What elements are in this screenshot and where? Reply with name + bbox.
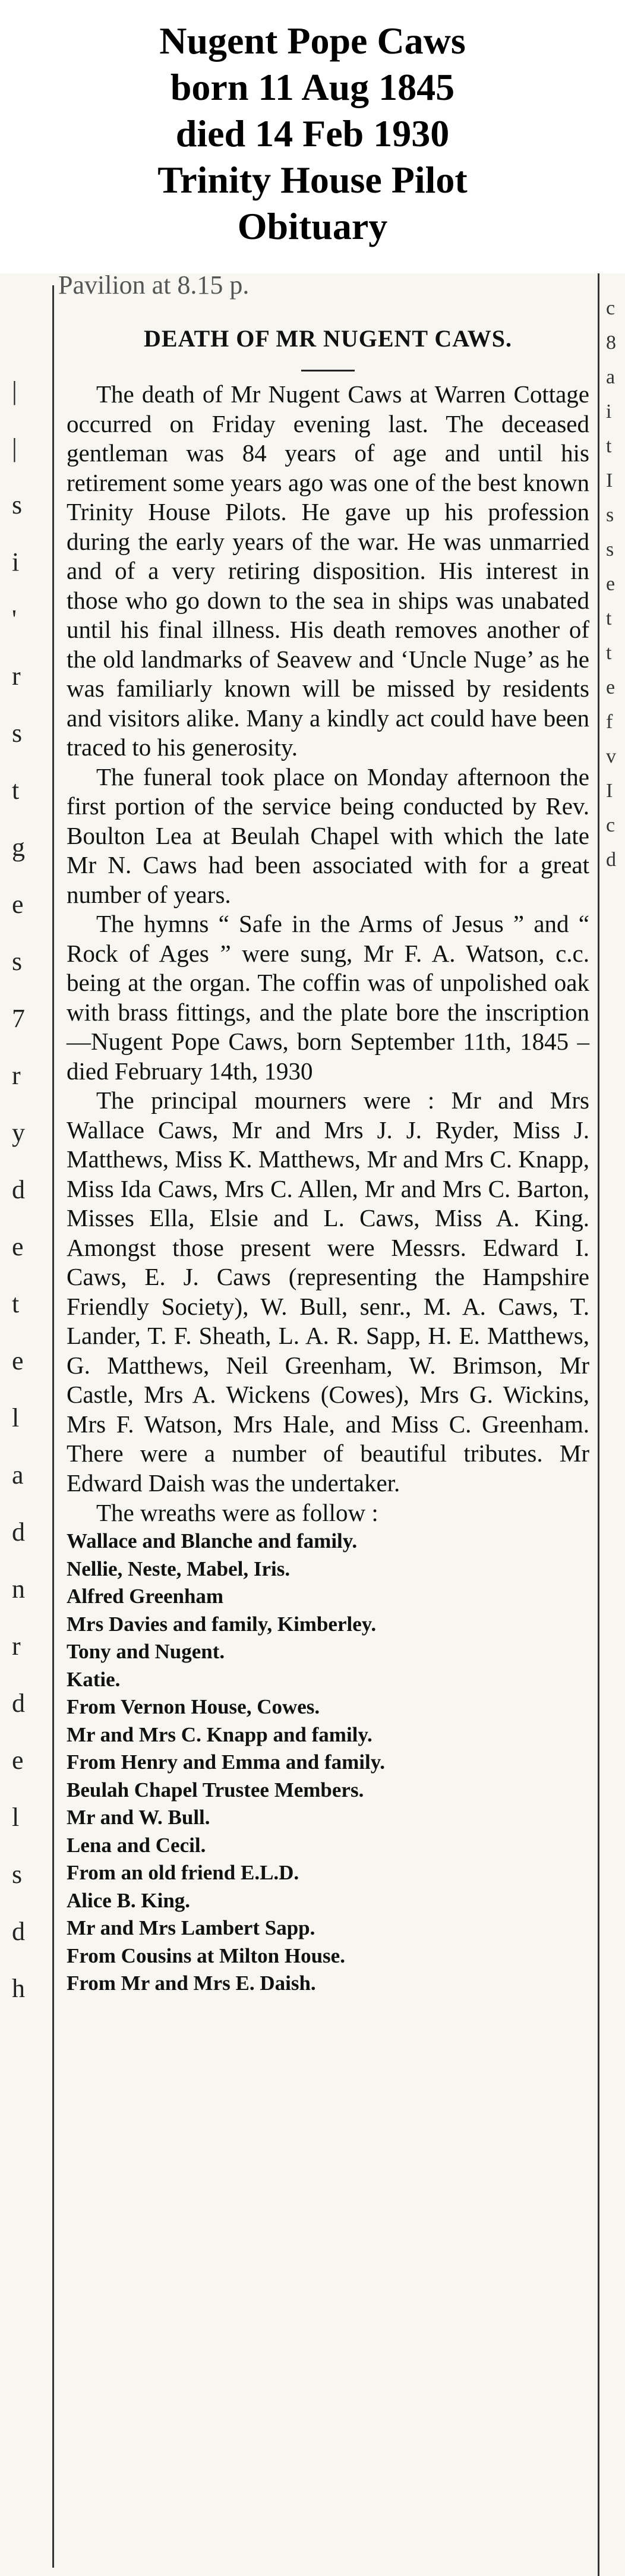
gutter-fragment: | <box>12 376 17 405</box>
gutter-fragment: 7 <box>12 1004 25 1033</box>
gutter-fragment: r <box>12 1061 21 1090</box>
gutter-fragment: t <box>606 435 612 457</box>
column-rule-right <box>598 273 599 2576</box>
gutter-fragment: y <box>12 1118 25 1147</box>
gutter-fragment: I <box>606 780 613 802</box>
paragraph-mourners: The principal mourners were : Mr and Mrs Wallace Caws, Mr and Mrs J. J. Ryder, Miss J. Matthews, Miss K. Matthews, Mr and Mrs C. Knapp, Miss Ida Caws, Mrs C. Allen, Mr and Mrs C. Barton, Misses Ella, Elsie and L. Caws, Miss A. King. Amongst those present were Messrs. Edward I. Caws, E. J. Caws (representing the Hampshire Friendly Society), W. Bull, senr., M. A. Caws, T. Lander, T. F. Sheath, L. A. R. Sapp, H. E. Matthews, G. Matthews, Neil Greenham, W. Brimson, Mr Castle, Mrs A. Wickens (Cowes), Mrs G. Wickins, Mrs F. Watson, Mrs Hale, and Miss C. Greenham. There were a number of beautiful tributes. Mr Edward Daish was the undertaker. <box>67 1087 589 1497</box>
gutter-fragment: v <box>606 745 616 767</box>
gutter-fragment: d <box>12 1917 25 1946</box>
wreath-item: Beulah Chapel Trustee Members. <box>67 1778 364 1802</box>
gutter-fragment: c <box>606 814 615 836</box>
gutter-fragment: e <box>12 1346 24 1375</box>
wreath-item: Nellie, Neste, Mabel, Iris. <box>67 1557 291 1580</box>
gutter-fragment: e <box>606 573 615 595</box>
wreath-item: Mr and W. Bull. <box>67 1806 210 1829</box>
wreath-item: From Henry and Emma and family. <box>67 1750 386 1774</box>
wreath-item: From Mr and Mrs E. Daish. <box>67 1972 316 1995</box>
gutter-fragment: e <box>12 890 24 919</box>
column-rule-left <box>52 285 54 2568</box>
gutter-fragment: l <box>12 1403 20 1432</box>
gutter-fragment: s <box>606 504 614 526</box>
gutter-fragment: r <box>12 662 21 691</box>
header-born: born 11 Aug 1845 <box>170 66 455 108</box>
gutter-fragment: s <box>12 947 23 976</box>
gutter-fragment: t <box>12 776 20 805</box>
gutter-fragment: s <box>12 719 23 748</box>
wreath-item: Mr and Mrs Lambert Sapp. <box>67 1916 315 1939</box>
wreath-item: Mrs Davies and family, Kimberley. <box>67 1612 377 1636</box>
wreath-item: From Cousins at Milton House. <box>67 1944 345 1967</box>
gutter-fragment: t <box>606 642 612 664</box>
wreath-item: Lena and Cecil. <box>67 1833 206 1857</box>
gutter-fragment: I <box>606 470 613 492</box>
gutter-fragment: f <box>606 711 613 733</box>
paragraph-death: The death of Mr Nugent Caws at Warren Cottage occurred on Friday evening last. The deceased gentleman was 84 years of age and until his retirement some years ago was one of the best known Trinity House Pilots. He gave up his profession during the early years of the war. He was unmarried and of a very retiring disposition. His interest in those who go down to the sea in ships was unabated until his final illness. His death removes another of the old landmarks of Seavew and ‘Uncle Nuge’ as he was familiarly known will be missed by residents and visitors alike. Many a kindly act could have been traced to his generosity. <box>67 380 589 761</box>
gutter-fragment: e <box>606 676 615 698</box>
obituary-article <box>67 315 589 1998</box>
gutter-fragment: l <box>12 1803 20 1832</box>
wreath-item: Alice B. King. <box>67 1888 191 1912</box>
paragraph-hymns: The hymns “ Safe in the Arms of Jesus ” and “ Rock of Ages ” were sung, Mr F. A. Watson, c.c. being at the organ. The coffin was of unpolished oak with brass fittings, and the plate bore the inscription—Nugent Pope Caws, born September 11th, 1845 –died February 14th, 1930 <box>67 910 589 1085</box>
gutter-fragment: i <box>606 401 612 423</box>
wreath-item: Tony and Nugent. <box>67 1640 225 1663</box>
gutter-fragment: i <box>12 547 20 577</box>
gutter-fragment: d <box>12 1689 25 1718</box>
wreath-item: Mr and Mrs C. Knapp and family. <box>67 1722 373 1746</box>
gutter-fragment: g <box>12 833 25 862</box>
page-header <box>0 18 625 250</box>
gutter-fragment: e <box>12 1232 24 1261</box>
gutter-fragment: d <box>12 1175 25 1204</box>
article-headline: DEATH OF MR NUGENT CAWS. <box>144 325 512 352</box>
gutter-fragment: t <box>12 1289 20 1318</box>
wreath-list <box>67 1528 589 1998</box>
right-gutter-fragments <box>606 291 624 877</box>
paragraph-funeral: The funeral took place on Monday afternoon the first portion of the service being conducted by Rev. Boulton Lea at Beulah Chapel with which the late Mr N. Caws had been associated with for a great number of years. <box>67 763 589 908</box>
gutter-fragment: a <box>12 1460 24 1489</box>
gutter-fragment: t <box>606 607 612 629</box>
header-occupation: Trinity House Pilot <box>157 159 468 201</box>
gutter-fragment: a <box>606 366 615 388</box>
gutter-fragment: c <box>606 297 615 319</box>
headline-rule <box>301 370 355 371</box>
wreath-item: Alfred Greenham <box>67 1585 224 1608</box>
gutter-fragment: s <box>12 490 23 519</box>
gutter-fragment: r <box>12 1632 21 1661</box>
wreath-item: From Vernon House, Cowes. <box>67 1695 320 1718</box>
newspaper-clipping <box>0 273 625 2576</box>
gutter-fragment: | <box>12 433 17 462</box>
left-gutter-fragments <box>12 363 42 2017</box>
gutter-fragment: s <box>12 1860 23 1889</box>
gutter-fragment: n <box>12 1574 25 1604</box>
gutter-fragment: s <box>606 538 614 560</box>
gutter-fragment: e <box>12 1746 24 1775</box>
wreaths-intro: The wreaths were as follow : <box>96 1499 378 1526</box>
header-name: Nugent Pope Caws <box>159 20 466 62</box>
wreath-item: Wallace and Blanche and family. <box>67 1529 358 1552</box>
cut-off-previous-article: Pavilion at 8.15 p. <box>58 273 250 300</box>
gutter-fragment: h <box>12 1974 25 2003</box>
gutter-fragment: 8 <box>606 332 616 354</box>
header-label: Obituary <box>237 205 388 247</box>
gutter-fragment: d <box>606 849 616 871</box>
wreath-item: From an old friend E.L.D. <box>67 1861 299 1884</box>
gutter-fragment: d <box>12 1517 25 1547</box>
gutter-fragment: ' <box>12 604 17 634</box>
wreath-item: Katie. <box>67 1667 121 1691</box>
header-died: died 14 Feb 1930 <box>175 112 450 155</box>
